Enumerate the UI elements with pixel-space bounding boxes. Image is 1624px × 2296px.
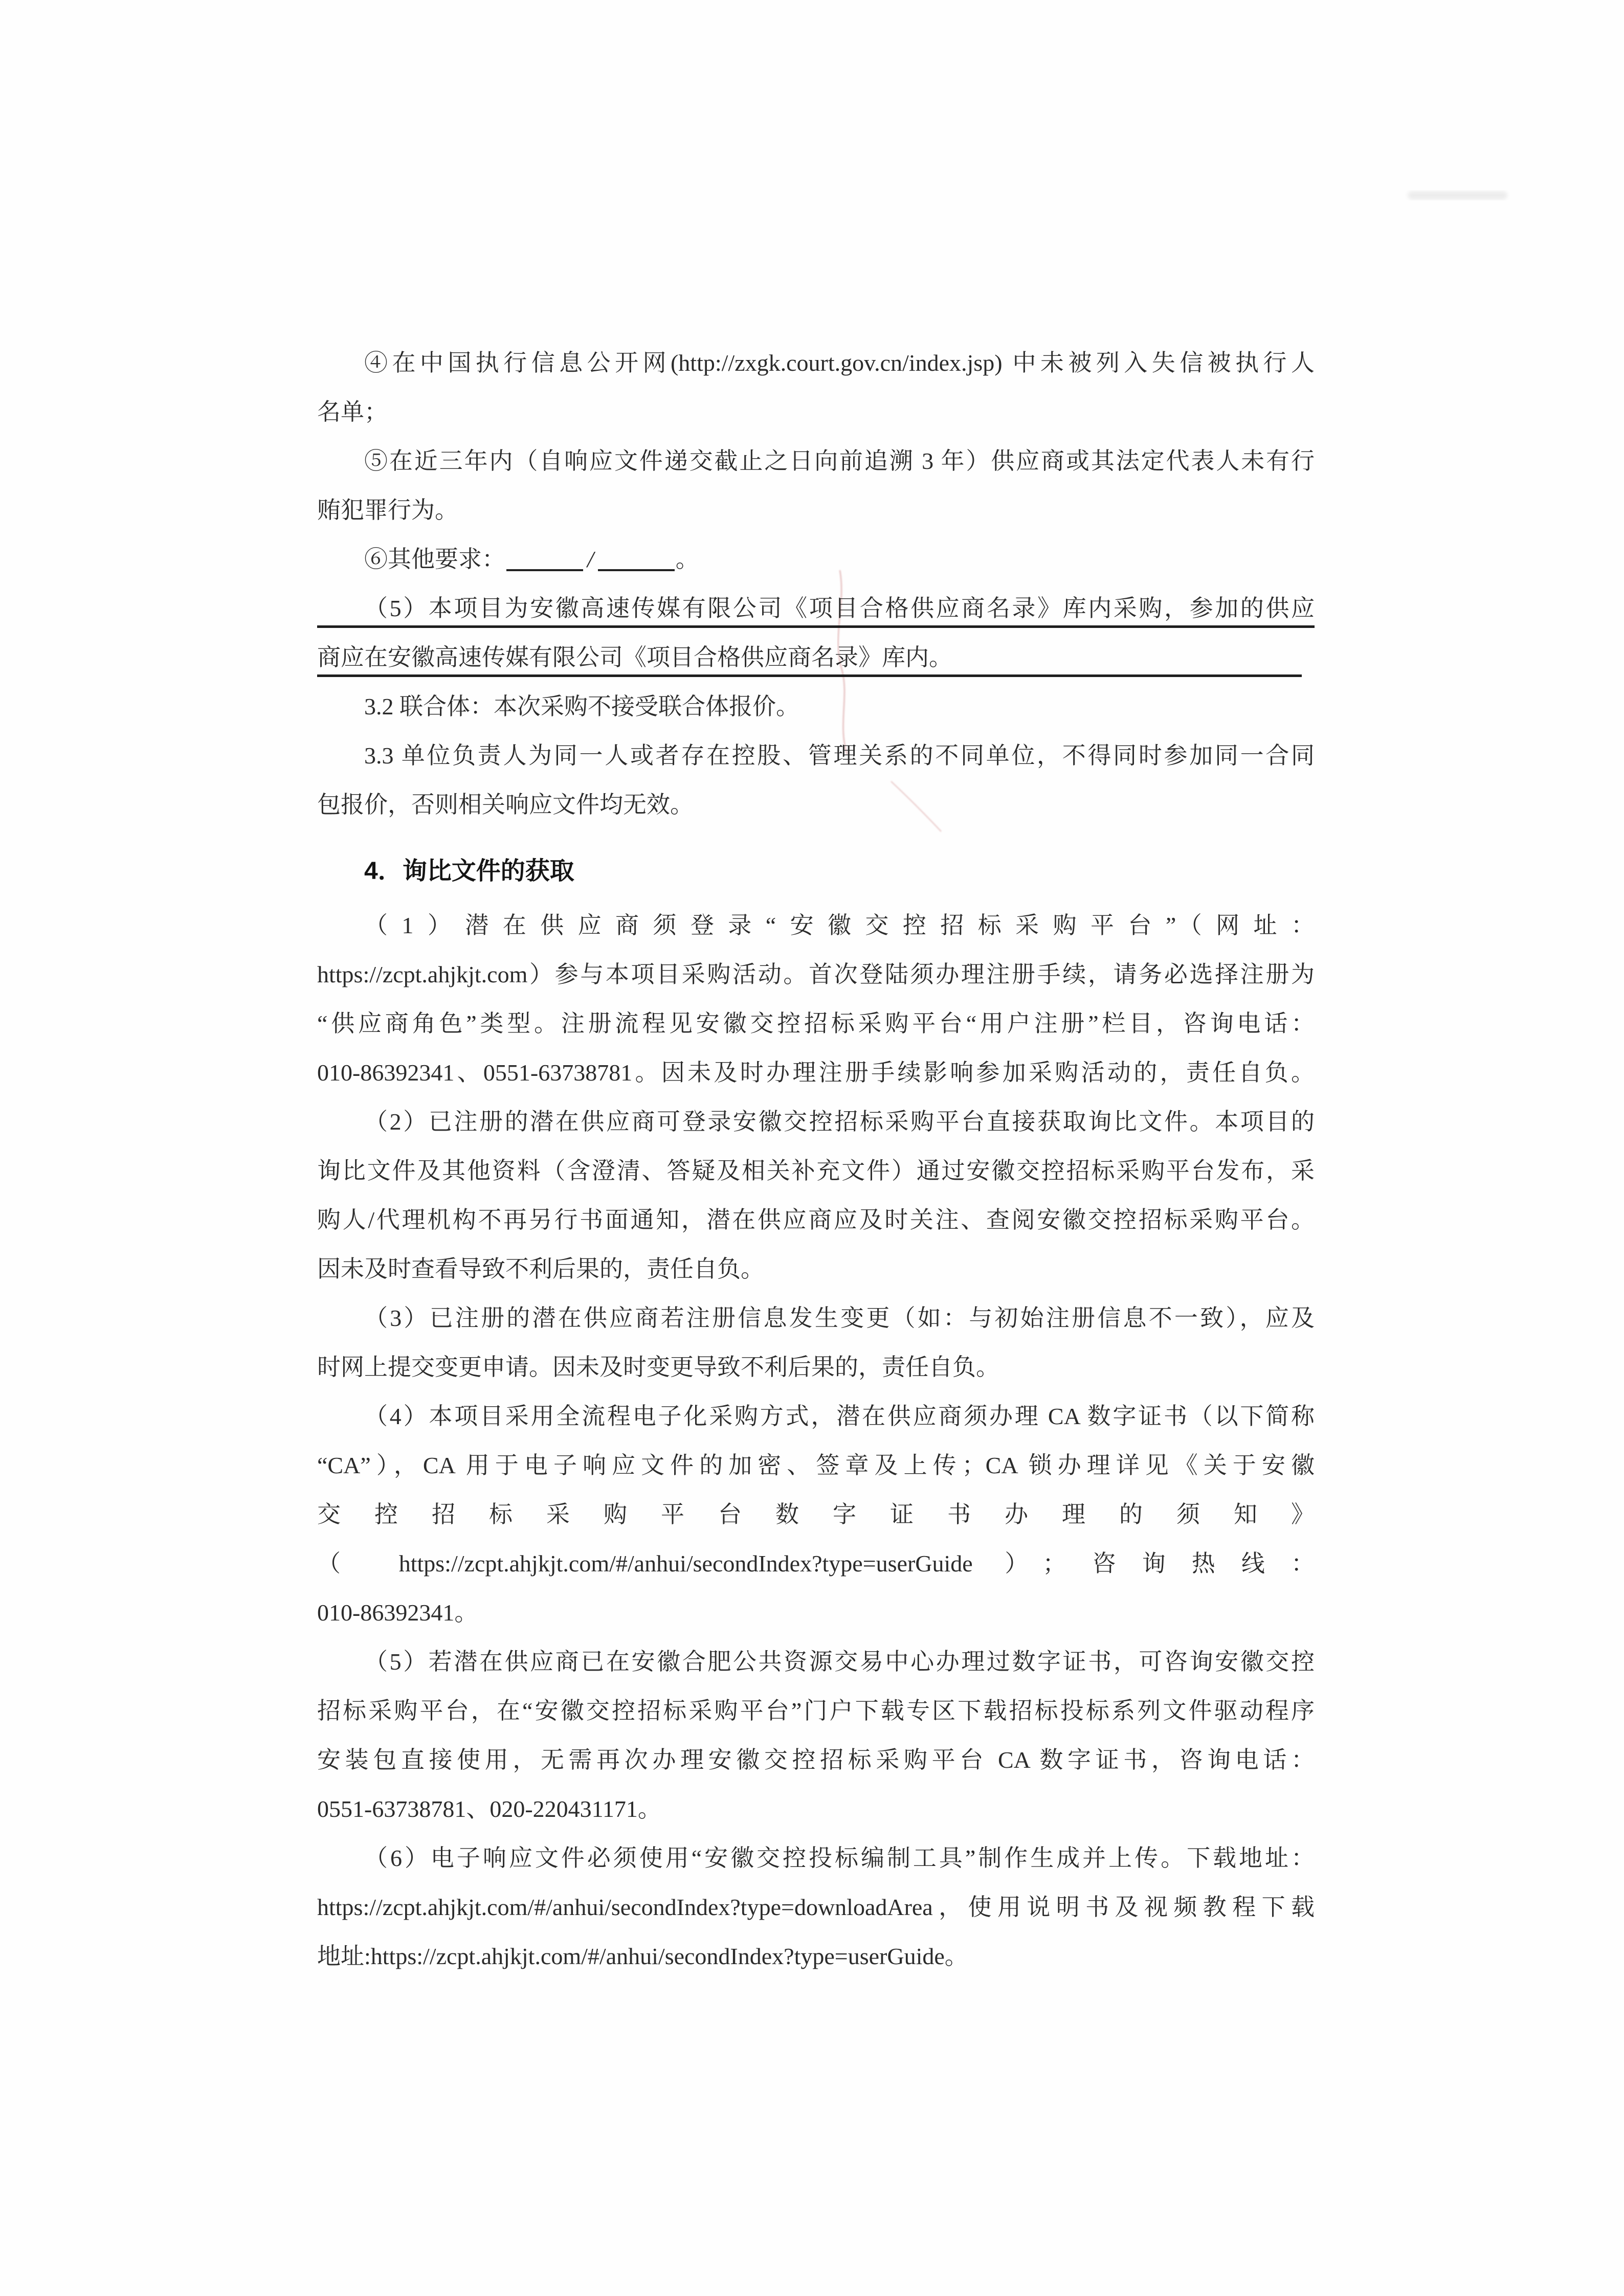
section4-item5-line2: 招标采购平台，在“安徽交控招标采购平台”门户下载专区下载招标投标系列文件驱动程序 [317,1698,1315,1724]
clause-5-underlined-line1 [317,584,1315,633]
section4-item4-line5: 010-86392341。 [317,1600,478,1626]
section4-item1-line1: （1）潜在供应商须登录“安徽交控招标采购平台”（网址： [364,912,1315,938]
section4-item3-line2: 时网上提交变更申请。因未及时变更导致不利后果的，责任自负。 [317,1354,999,1380]
section4-item4-line2: “CA”），CA 用于电子响应文件的加密、签章及上传；CA 锁办理详见《关于安徽 [317,1452,1315,1478]
section4-item2-line4: 因未及时查看导致不利后果的，责任自负。 [317,1256,764,1282]
section4-item5-line1: （5）若潜在供应商已在安徽合肥公共资源交易中心办理过数字证书，可咨询安徽交控 [364,1649,1315,1675]
clause-circle6-label: ⑥其他要求： [364,546,505,572]
section4-item4-line3: 交控招标采购平台数字证书办理的须知》 [317,1501,1315,1527]
clause-5-underlined-line2 [317,633,1315,682]
blank-separator-slash: / [587,546,594,572]
section4-item1-line2: https://zcpt.ahjkjt.com）参与本项目采购活动。首次登陆须办理注册手续，请务必选择注册为 [317,961,1315,987]
clause-circle6-period: 。 [675,546,699,572]
scan-smudge [1408,191,1507,199]
clause-3-2: 3.2 联合体：本次采购不接受联合体报价。 [364,693,799,719]
blank-field-2 [598,549,675,571]
clause-3-3-line2: 包报价，否则相关响应文件均无效。 [317,792,694,818]
blank-field-1 [506,549,583,571]
section4-item1-line3: “供应商角色”类型。注册流程见安徽交控招标采购平台“用户注册”栏目，咨询电话： [317,1010,1315,1037]
section4-item4-line4: （ https://zcpt.ahjkjt.com/#/anhui/secondIndex?type=userGuide ）；咨询热线： [317,1550,1315,1577]
document-text-block [317,339,1315,1981]
underlined-text: 商应在安徽高速传媒有限公司《项目合格供应商名录》库内。 [317,643,1302,677]
section4-item5-line3: 安装包直接使用，无需再次办理安徽交控招标采购平台 CA 数字证书，咨询电话： [317,1747,1315,1773]
clause-circle5-line1: ⑤在近三年内（自响应文件递交截止之日向前追溯 3 年）供应商或其法定代表人未有行 [364,448,1315,474]
underlined-text: （5）本项目为安徽高速传媒有限公司《项目合格供应商名录》库内采购，参加的供应 [317,594,1315,628]
section4-item5-line4: 0551-63738781、020-220431171。 [317,1796,661,1822]
section4-item4-line1: （4）本项目采用全流程电子化采购方式，潜在供应商须办理 CA 数字证书（以下简称 [364,1403,1315,1429]
clause-circle4-line2: 名单； [317,399,388,425]
section4-item2-line3: 购人/代理机构不再另行书面通知，潜在供应商应及时关注、查阅安徽交控招标采购平台。 [317,1207,1315,1233]
section4-item3-line1: （3）已注册的潜在供应商若注册信息发生变更（如：与初始注册信息不一致），应及 [364,1305,1315,1331]
section4-item2-line2: 询比文件及其他资料（含澄清、答疑及相关补充文件）通过安徽交控招标采购平台发布，采 [317,1158,1315,1184]
clause-3-3-line1: 3.3 单位负责人为同一人或者存在控股、管理关系的不同单位，不得同时参加同一合同 [364,742,1315,769]
section4-item1-line4: 010-86392341、0551-63738781。因未及时办理注册手续影响参加采购活动的，责任自负。 [317,1060,1315,1086]
section-4-heading: 4．询比文件的获取 [364,858,574,885]
section4-item6-line2: https://zcpt.ahjkjt.com/#/anhui/secondIndex?type=downloadArea，使用说明书及视频教程下载 [317,1894,1315,1920]
clause-circle5-line2: 贿犯罪行为。 [317,497,458,523]
section4-item6-line3: 地址:https://zcpt.ahjkjt.com/#/anhui/secondIndex?type=userGuide。 [317,1943,968,1969]
clause-circle4-line1: ④在中国执行信息公开网(http://zxgk.court.gov.cn/index.jsp) 中未被列入失信被执行人 [364,350,1315,376]
clause-circle6-line [317,535,1315,584]
section4-item2-line1: （2）已注册的潜在供应商可登录安徽交控招标采购平台直接获取询比文件。本项目的 [364,1109,1315,1135]
section4-item6-line1: （6）电子响应文件必须使用“安徽交控投标编制工具”制作生成并上传。下载地址： [364,1845,1315,1871]
